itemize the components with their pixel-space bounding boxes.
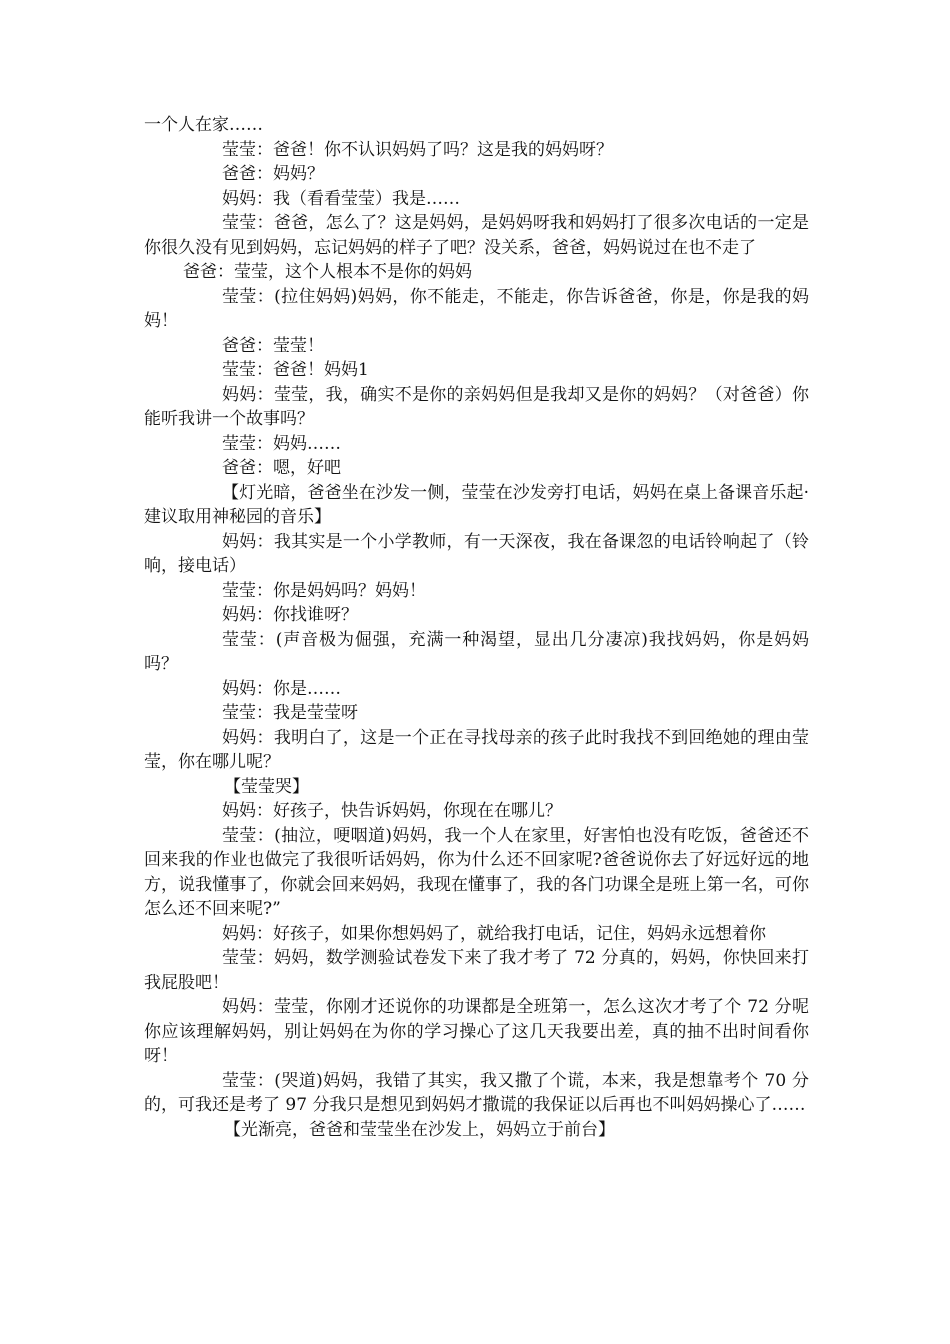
dialogue-line: 莹莹：(抽泣，哽咽道)妈妈，我一个人在家里，好害怕也没有吃饭，爸爸还不回来我的作业也做完了我很听话妈妈，你为什么还不回家呢?爸爸说你去了好远好远的地方，说我懂事了，你就会回来妈妈，我现在懂事了，我的各门功课全是班上第一名，可你怎么还不回来呢?”: [144, 825, 809, 919]
dialogue-line: 妈妈：莹莹，我，确实不是你的亲妈妈但是我却又是你的妈妈？（对爸爸）你能听我讲一个故事吗？: [144, 384, 809, 429]
script-text: [144, 113, 809, 1142]
stage-direction: 【光渐亮，爸爸和莹莹坐在沙发上，妈妈立于前台】: [224, 1119, 615, 1140]
stage-direction: 【灯光暗，爸爸坐在沙发一侧，莹莹在沙发旁打电话，妈妈在桌上备课音乐起·建议取用神秘园的音乐】: [144, 482, 809, 527]
dialogue-line: 莹莹：(哭道)妈妈，我错了其实，我又撒了个谎，本来，我是想靠考个 70 分的，可我还是考了 97 分我只是想见到妈妈才撒谎的我保证以后再也不叫妈妈操心了……: [144, 1070, 809, 1115]
dialogue-line: 妈妈：你是……: [222, 678, 341, 699]
stage-direction: 【莹莹哭】: [224, 776, 309, 797]
dialogue-line: 莹莹：爸爸！妈妈1: [222, 360, 369, 380]
dialogue-line: 莹莹：爸爸！你不认识妈妈了吗？这是我的妈妈呀？: [222, 139, 613, 160]
dialogue-line: 妈妈：你找谁呀？: [222, 605, 358, 625]
dialogue-line: 妈妈：我（看看莹莹）我是……: [222, 188, 460, 209]
dialogue-line: 莹莹：我是莹莹呀: [222, 703, 358, 723]
paragraph: 一个人在家……: [144, 115, 263, 135]
dialogue-line: 莹莹：你是妈妈吗？妈妈！: [222, 580, 426, 601]
dialogue-line: 妈妈：好孩子，快告诉妈妈，你现在在哪儿？: [222, 801, 562, 821]
dialogue-line: 爸爸：妈妈？: [222, 164, 324, 184]
dialogue-line: 妈妈：好孩子，如果你想妈妈了，就给我打电话，记住，妈妈永远想着你: [222, 923, 766, 944]
dialogue-line: 莹莹：爸爸，怎么了？这是妈妈，是妈妈呀我和妈妈打了很多次电话的一定是你很久没有见到妈妈，忘记妈妈的样子了吧？没关系，爸爸，妈妈说过在也不走了: [144, 213, 809, 258]
dialogue-line: 爸爸：莹莹！: [222, 335, 324, 356]
dialogue-line: 妈妈：我明白了，这是一个正在寻找母亲的孩子此时我找不到回绝她的理由莹莹，你在哪儿呢？: [144, 727, 809, 772]
dialogue-line: 莹莹：(声音极为倔强，充满一种渴望，显出几分凄凉)我找妈妈，你是妈妈吗？: [144, 629, 809, 674]
dialogue-line: 妈妈：莹莹，你刚才还说你的功课都是全班第一，怎么这次才考了个 72 分呢你应该理解妈妈，别让妈妈在为你的学习操心了这几天我要出差，真的抽不出时间看你呀！: [144, 997, 809, 1066]
dialogue-line: 莹莹：(拉住妈妈)妈妈，你不能走，不能走，你告诉爸爸，你是，你是我的妈妈！: [144, 286, 809, 331]
dialogue-line: 莹莹：妈妈，数学测验试卷发下来了我才考了 72 分真的，妈妈，你快回来打我屁股吧！: [144, 948, 809, 993]
dialogue-line: 爸爸：莹莹，这个人根本不是你的妈妈: [183, 262, 472, 282]
dialogue-line: 莹莹：妈妈……: [222, 433, 341, 454]
dialogue-line: 妈妈：我其实是一个小学教师，有一天深夜，我在备课忽的电话铃响起了（铃响，接电话）: [144, 531, 809, 576]
dialogue-line: 爸爸：嗯，好吧: [222, 458, 341, 478]
